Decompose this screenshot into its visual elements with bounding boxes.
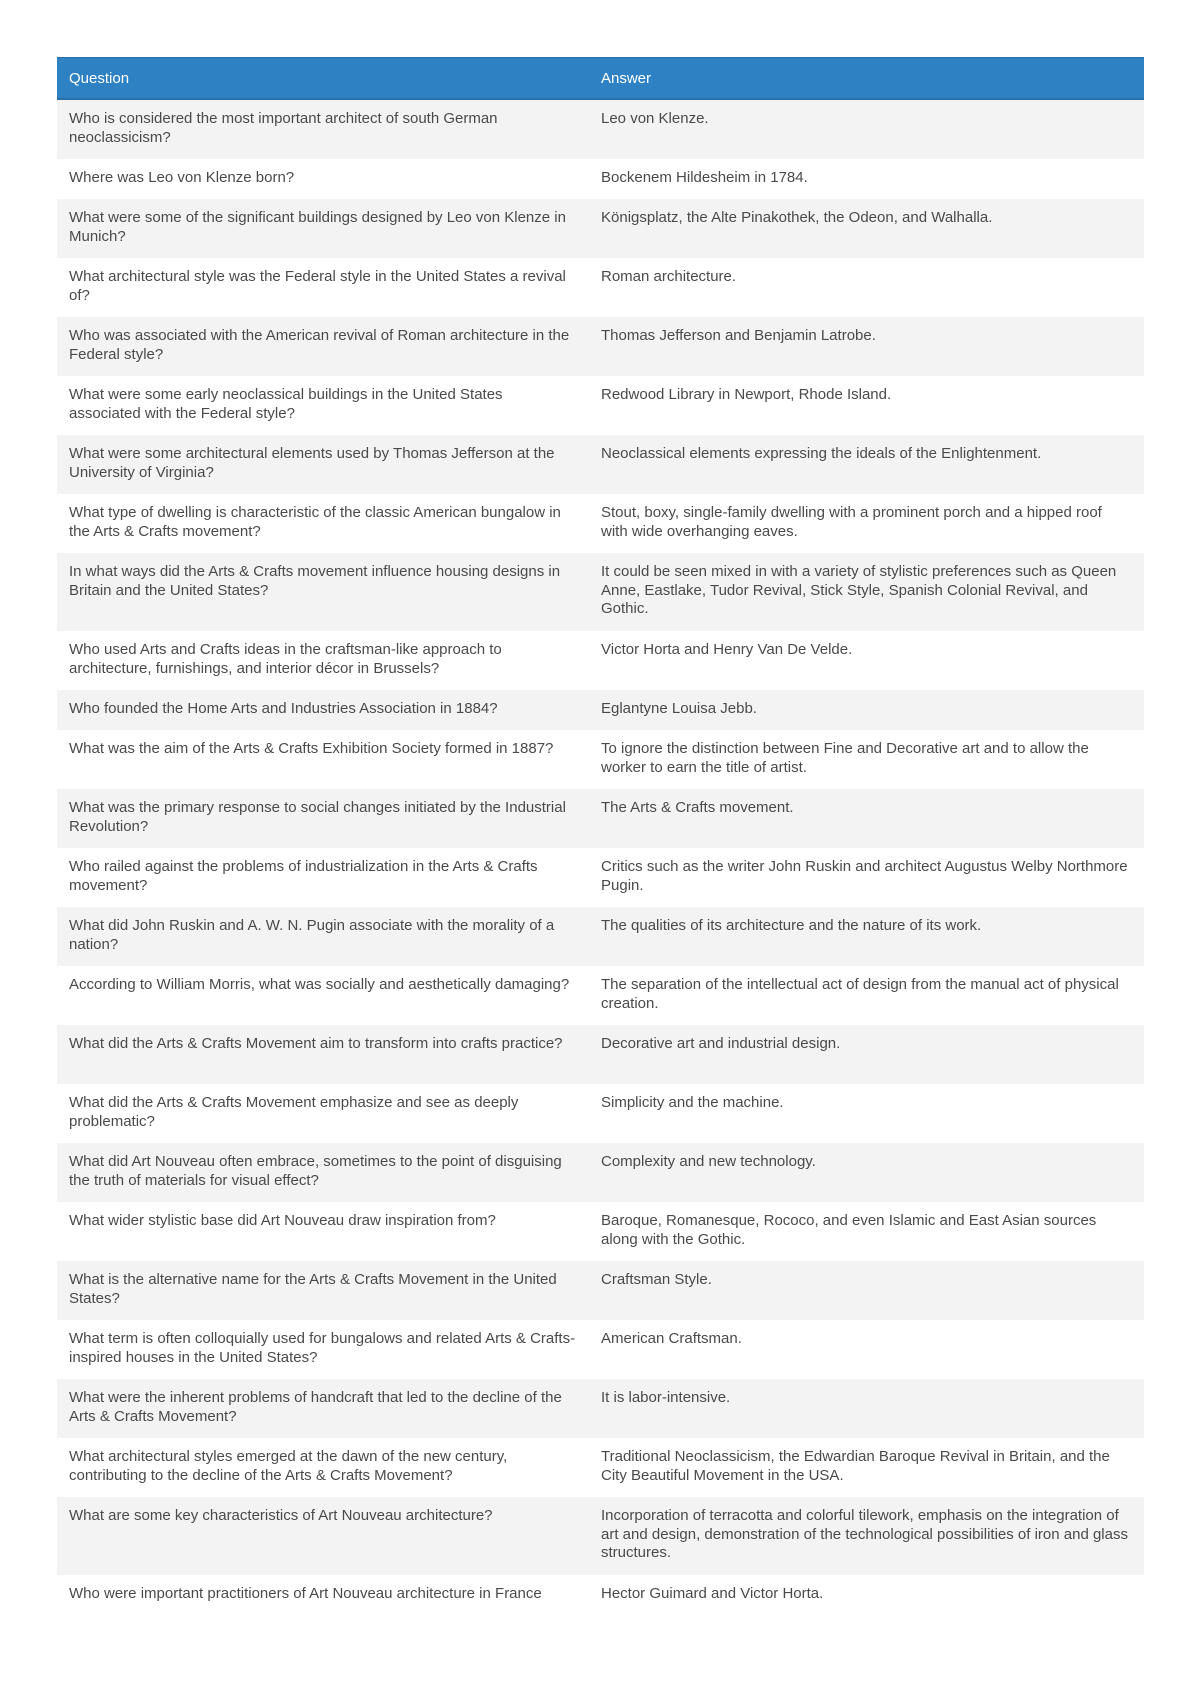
- table-row: [57, 966, 1144, 1025]
- answer-cell: Stout, boxy, single-family dwelling with a prominent porch and a hipped roof with wide overhanging eaves.: [589, 494, 1144, 553]
- answer-cell: Roman architecture.: [589, 258, 1144, 317]
- table-row: [57, 631, 1144, 690]
- answer-cell: Incorporation of terracotta and colorful tilework, emphasis on the integration of art and design, demonstration of the technological possibilities of iron and glass structures.: [589, 1497, 1144, 1575]
- header-row: [57, 58, 1144, 100]
- qa-table: [57, 57, 1144, 1615]
- table-row: [57, 907, 1144, 966]
- answer-cell: Complexity and new technology.: [589, 1143, 1144, 1202]
- question-cell: What did Art Nouveau often embrace, sometimes to the point of disguising the truth of materials for visual effect?: [57, 1143, 589, 1202]
- answer-cell: Traditional Neoclassicism, the Edwardian Baroque Revival in Britain, and the City Beautiful Movement in the USA.: [589, 1438, 1144, 1497]
- table-row: [57, 258, 1144, 317]
- table-row: [57, 317, 1144, 376]
- question-cell: What were the inherent problems of handcraft that led to the decline of the Arts & Crafts Movement?: [57, 1379, 589, 1438]
- question-cell: What is the alternative name for the Arts & Crafts Movement in the United States?: [57, 1261, 589, 1320]
- column-header-question: Question: [57, 58, 589, 100]
- answer-cell: It could be seen mixed in with a variety of stylistic preferences such as Queen Anne, Eastlake, Tudor Revival, Stick Style, Spanish Colonial Revival, and Gothic.: [589, 553, 1144, 631]
- answer-cell: It is labor-intensive.: [589, 1379, 1144, 1438]
- question-cell: What wider stylistic base did Art Nouveau draw inspiration from?: [57, 1202, 589, 1261]
- table-row: [57, 494, 1144, 553]
- answer-cell: American Craftsman.: [589, 1320, 1144, 1379]
- answer-cell: Bockenem Hildesheim in 1784.: [589, 159, 1144, 199]
- table-row: [57, 199, 1144, 258]
- table-row: [57, 1497, 1144, 1575]
- table-row: [57, 1320, 1144, 1379]
- question-cell: Where was Leo von Klenze born?: [57, 159, 589, 199]
- answer-cell: Neoclassical elements expressing the ideals of the Enlightenment.: [589, 435, 1144, 494]
- column-header-answer: Answer: [589, 58, 1144, 100]
- table-row: [57, 553, 1144, 631]
- question-cell: What did the Arts & Crafts Movement aim to transform into crafts practice?: [57, 1025, 589, 1084]
- question-cell: What was the primary response to social changes initiated by the Industrial Revolution?: [57, 789, 589, 848]
- question-cell: Who founded the Home Arts and Industries Association in 1884?: [57, 690, 589, 730]
- question-cell: What type of dwelling is characteristic of the classic American bungalow in the Arts & Crafts movement?: [57, 494, 589, 553]
- answer-cell: Königsplatz, the Alte Pinakothek, the Odeon, and Walhalla.: [589, 199, 1144, 258]
- question-cell: Who was associated with the American revival of Roman architecture in the Federal style?: [57, 317, 589, 376]
- question-cell: Who were important practitioners of Art Nouveau architecture in France: [57, 1575, 589, 1615]
- question-cell: What were some of the significant buildings designed by Leo von Klenze in Munich?: [57, 199, 589, 258]
- answer-cell: To ignore the distinction between Fine and Decorative art and to allow the worker to earn the title of artist.: [589, 730, 1144, 789]
- table-row: [57, 376, 1144, 435]
- question-cell: In what ways did the Arts & Crafts movement influence housing designs in Britain and the United States?: [57, 553, 589, 631]
- table-row: [57, 690, 1144, 730]
- answer-cell: Critics such as the writer John Ruskin and architect Augustus Welby Northmore Pugin.: [589, 848, 1144, 907]
- question-cell: Who railed against the problems of industrialization in the Arts & Crafts movement?: [57, 848, 589, 907]
- table-row: [57, 159, 1144, 199]
- answer-cell: The Arts & Crafts movement.: [589, 789, 1144, 848]
- answer-cell: Decorative art and industrial design.: [589, 1025, 1144, 1084]
- answer-cell: Leo von Klenze.: [589, 99, 1144, 159]
- table-row: [57, 1084, 1144, 1143]
- question-cell: What did the Arts & Crafts Movement emphasize and see as deeply problematic?: [57, 1084, 589, 1143]
- table-row: [57, 848, 1144, 907]
- table-row: [57, 435, 1144, 494]
- table-body: [57, 99, 1144, 1615]
- answer-cell: The separation of the intellectual act of design from the manual act of physical creation.: [589, 966, 1144, 1025]
- question-cell: What was the aim of the Arts & Crafts Exhibition Society formed in 1887?: [57, 730, 589, 789]
- question-cell: What architectural styles emerged at the dawn of the new century, contributing to the decline of the Arts & Crafts Movement?: [57, 1438, 589, 1497]
- question-cell: Who used Arts and Crafts ideas in the craftsman-like approach to architecture, furnishings, and interior décor in Brussels?: [57, 631, 589, 690]
- question-cell: According to William Morris, what was socially and aesthetically damaging?: [57, 966, 589, 1025]
- table-row: [57, 1025, 1144, 1084]
- question-cell: What term is often colloquially used for bungalows and related Arts & Crafts-inspired houses in the United States?: [57, 1320, 589, 1379]
- answer-cell: The qualities of its architecture and the nature of its work.: [589, 907, 1144, 966]
- table-row: [57, 1379, 1144, 1438]
- table-row: [57, 789, 1144, 848]
- question-cell: What were some architectural elements used by Thomas Jefferson at the University of Virginia?: [57, 435, 589, 494]
- question-cell: What architectural style was the Federal style in the United States a revival of?: [57, 258, 589, 317]
- answer-cell: Victor Horta and Henry Van De Velde.: [589, 631, 1144, 690]
- answer-cell: Thomas Jefferson and Benjamin Latrobe.: [589, 317, 1144, 376]
- answer-cell: Eglantyne Louisa Jebb.: [589, 690, 1144, 730]
- answer-cell: Redwood Library in Newport, Rhode Island.: [589, 376, 1144, 435]
- table-row: [57, 1143, 1144, 1202]
- question-cell: What were some early neoclassical buildings in the United States associated with the Federal style?: [57, 376, 589, 435]
- table-row: [57, 1261, 1144, 1320]
- table-header: [57, 58, 1144, 100]
- question-cell: What are some key characteristics of Art Nouveau architecture?: [57, 1497, 589, 1575]
- answer-cell: Baroque, Romanesque, Rococo, and even Islamic and East Asian sources along with the Gothic.: [589, 1202, 1144, 1261]
- question-cell: What did John Ruskin and A. W. N. Pugin associate with the morality of a nation?: [57, 907, 589, 966]
- answer-cell: Hector Guimard and Victor Horta.: [589, 1575, 1144, 1615]
- answer-cell: Craftsman Style.: [589, 1261, 1144, 1320]
- table-row: [57, 1202, 1144, 1261]
- table-row: [57, 1438, 1144, 1497]
- table-row: [57, 1575, 1144, 1615]
- table-row: [57, 99, 1144, 159]
- question-cell: Who is considered the most important architect of south German neoclassicism?: [57, 99, 589, 159]
- answer-cell: Simplicity and the machine.: [589, 1084, 1144, 1143]
- table-row: [57, 730, 1144, 789]
